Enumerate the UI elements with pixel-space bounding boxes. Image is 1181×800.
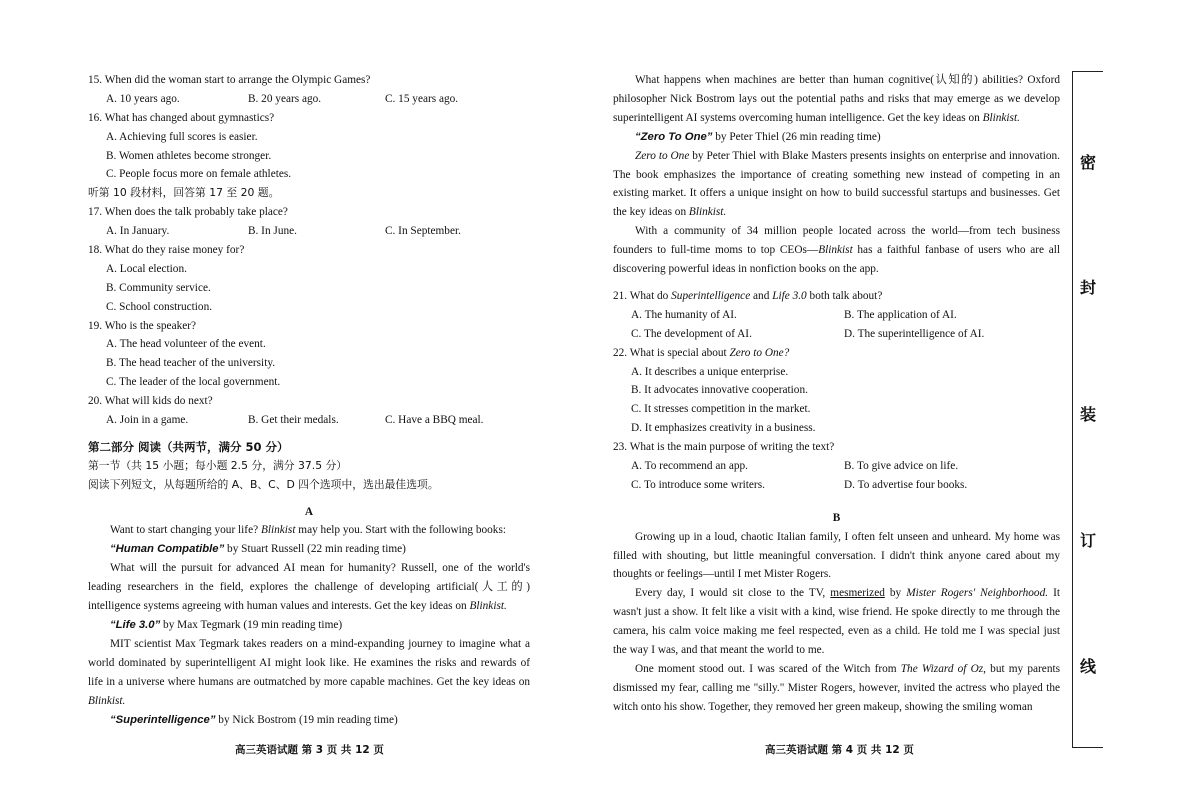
question-stem: 19. Who is the speaker? (88, 319, 197, 332)
book-title: “Zero To One” (635, 130, 713, 143)
option: C. In September. (385, 225, 461, 238)
question-stem: 15. When did the woman start to arrange the Olympic Games? (88, 74, 371, 86)
book-meta: by Max Tegmark (19 min reading time) (160, 618, 343, 631)
question-options (613, 325, 1060, 344)
community-paragraph (613, 222, 1060, 279)
book-heading (613, 128, 1060, 147)
book-meta: by Stuart Russell (22 min reading time) (224, 543, 406, 556)
option: B. In June. (248, 225, 297, 238)
text-run: 21. What do (613, 289, 672, 302)
option: A. To recommend an app. (631, 459, 748, 472)
question-stem: 17. When does the talk probably take place? (88, 206, 288, 219)
option: B. The head teacher of the university. (106, 357, 276, 370)
book-title: “Human Compatible” (110, 543, 225, 556)
option: B. Get their medals. (248, 414, 339, 427)
option: B. Women athletes become stronger. (106, 149, 272, 162)
option: A. Local election. (106, 262, 187, 275)
option: A. Achieving full scores is easier. (106, 130, 258, 143)
brand-name: Blinkist. (982, 111, 1020, 124)
option: A. The humanity of AI. (631, 308, 737, 321)
passage-paragraph (613, 584, 1060, 660)
binding-char: 线 (1080, 657, 1097, 676)
book-title-inline: Zero to One? (729, 346, 790, 359)
passage-label: B (832, 511, 841, 524)
text-run: Want to start changing your life? (110, 524, 261, 537)
page-footer-right: 高三英语试题 第 4 页 共 12 页 (765, 744, 914, 756)
text-run: With a community of 34 million people located across the world—from tech business founders to full-time moms to top CEOs— (613, 225, 1060, 257)
option: D. The superintelligence of AI. (844, 327, 985, 340)
text-run: Every day, I would sit close to the TV, (635, 587, 831, 600)
option: C. The leader of the local government. (106, 376, 281, 389)
book-heading (88, 616, 530, 635)
option: D. To advertise four books. (844, 478, 968, 491)
book-meta: by Nick Bostrom (19 min reading time) (215, 713, 398, 726)
text-run: One moment stood out. I was scared of the Witch from (635, 662, 901, 675)
option: C. It stresses competition in the market. (631, 403, 811, 416)
text-run: , but my parents dismissed my fear, calling me "silly." Mister Rogers, however, invited the actress who played the witch onto his show. Together, they removed her green makeup, showing the smiling woman (613, 662, 1061, 713)
text-run: 22. What is special about (613, 346, 730, 359)
text-run: What happens when machines are better than human cognitive(认知的) abilities? Oxford philosopher Nick Bostrom lays out the potential paths and risks that may emerge as we develop superintelligent AI systems overcoming human intelligence. Get the key ideas on (613, 74, 1060, 124)
option: C. To introduce some writers. (631, 478, 765, 491)
question-stem (613, 344, 1060, 363)
book-title: “Superintelligence” (110, 713, 216, 726)
binding-char: 封 (1080, 278, 1097, 297)
text-run: and (750, 289, 773, 302)
right-column (613, 71, 1060, 717)
part-title: 第二部分 阅读（共两节，满分 50 分） (88, 439, 289, 454)
text-run: MIT scientist Max Tegmark takes readers on a mind-expanding journey to imagine what a world dominated by superintelligent AI might look like. He examines the risks and rewards of life in a universe where humans are outmatched by more capable machines. Get the key ideas on (88, 637, 530, 688)
passage-paragraph (613, 660, 1060, 717)
book-title-inline: Superintelligence (671, 289, 751, 302)
passage-label: A (304, 505, 314, 518)
text-run: It wasn't just a show. It felt like a visit with a kind, wise friend. He spoke directly to me through the camera, his calm voice making me feel respected, even as a child. He told me I was special just the way I was, and that meant the world to me. (613, 587, 1060, 657)
text-run: by Peter Thiel with Blake Masters presents insights on enterprise and innovation. The book emphasizes the importance of creating something new instead of competing in an existing market. It offers a unique insight on how to build successful startups and businesses. Get the key ideas on (613, 149, 1060, 219)
option: C. 15 years ago. (385, 92, 459, 105)
section-title: 第一节（共 15 小题；每小题 2.5 分，满分 37.5 分） (88, 458, 348, 472)
question-options (88, 411, 530, 430)
movie-title: The Wizard of Oz (900, 662, 984, 675)
text-run: both talk about? (806, 289, 883, 302)
text-run: by (884, 587, 907, 600)
option: B. 20 years ago. (248, 92, 322, 105)
left-column (88, 71, 530, 729)
option: C. School construction. (106, 300, 213, 313)
book-heading (88, 711, 530, 730)
underlined-word: mesmerized (830, 587, 885, 600)
question-stem: 18. What do they raise money for? (88, 244, 245, 257)
page-footer-left: 高三英语试题 第 3 页 共 12 页 (235, 744, 384, 756)
question-options (88, 90, 530, 109)
brand-name: Blinkist (260, 524, 296, 537)
book-title-inline: Zero to One (635, 149, 690, 162)
option: A. The head volunteer of the event. (106, 338, 266, 351)
listening-instruction: 听第 10 段材料，回答第 17 至 20 题。 (88, 186, 280, 200)
question-stem: 20. What will kids do next? (88, 395, 213, 408)
book-description (88, 559, 530, 616)
option: A. It describes a unique enterprise. (631, 365, 789, 378)
text-run: has a faithful fanbase of users who are all discovering powerful ideas in nonfiction books on the app. (613, 244, 1061, 276)
option: A. Join in a game. (106, 414, 189, 427)
book-description (613, 71, 1060, 128)
option: A. 10 years ago. (106, 92, 180, 105)
brand-name: Blinkist (818, 244, 853, 257)
option: B. To give advice on life. (844, 459, 959, 472)
binding-char: 装 (1080, 405, 1097, 424)
book-heading (88, 540, 530, 559)
option: B. The application of AI. (844, 308, 957, 321)
book-description (88, 635, 530, 711)
book-meta: by Peter Thiel (26 min reading time) (712, 130, 881, 143)
text-run: What will the pursuit for advanced AI mean for humanity? Russell, one of the world's leading researchers in the field, explores the challenge of developing artificial(人工的) intelligence systems agreeing with human values and interests. Get the key ideas on (88, 562, 530, 613)
option: D. It emphasizes creativity in a business. (631, 422, 816, 435)
question-stem: 16. What has changed about gymnastics? (88, 111, 275, 124)
question-stem: 23. What is the main purpose of writing the text? (613, 441, 835, 454)
question-stem (613, 287, 1060, 306)
option: B. It advocates innovative cooperation. (631, 384, 808, 397)
section-instruction: 阅读下列短文，从每题所给的 A、B、C、D 四个选项中，选出最佳选项。 (88, 477, 439, 491)
question-options (613, 457, 1060, 476)
passage-paragraph: Growing up in a loud, chaotic Italian family, I often felt unseen and unheard. My home was filled with shouting, but little meaningful conversation. I didn't think anyone cared about my thoughts or feelings—until I met Mister Rogers. (613, 530, 1060, 581)
option: A. In January. (106, 225, 170, 238)
option: C. People focus more on female athletes. (106, 168, 292, 181)
text-run: may help you. Start with the following books: (295, 524, 506, 537)
book-title-inline: Life 3.0 (772, 289, 807, 302)
question-options (613, 306, 1060, 325)
option: C. The development of AI. (631, 327, 752, 340)
question-options (613, 476, 1060, 495)
option: B. Community service. (106, 281, 211, 294)
passage-intro (88, 521, 530, 540)
book-title: “Life 3.0” (110, 618, 161, 631)
option: C. Have a BBQ meal. (385, 414, 484, 427)
binding-char: 密 (1080, 153, 1097, 172)
book-description (613, 147, 1060, 223)
brand-name: Blinkist. (88, 694, 126, 707)
brand-name: Blinkist. (688, 206, 727, 219)
question-options (88, 222, 530, 241)
show-title: Mister Rogers' Neighborhood. (906, 587, 1049, 600)
binding-char: 订 (1080, 531, 1097, 550)
brand-name: Blinkist. (469, 600, 507, 613)
